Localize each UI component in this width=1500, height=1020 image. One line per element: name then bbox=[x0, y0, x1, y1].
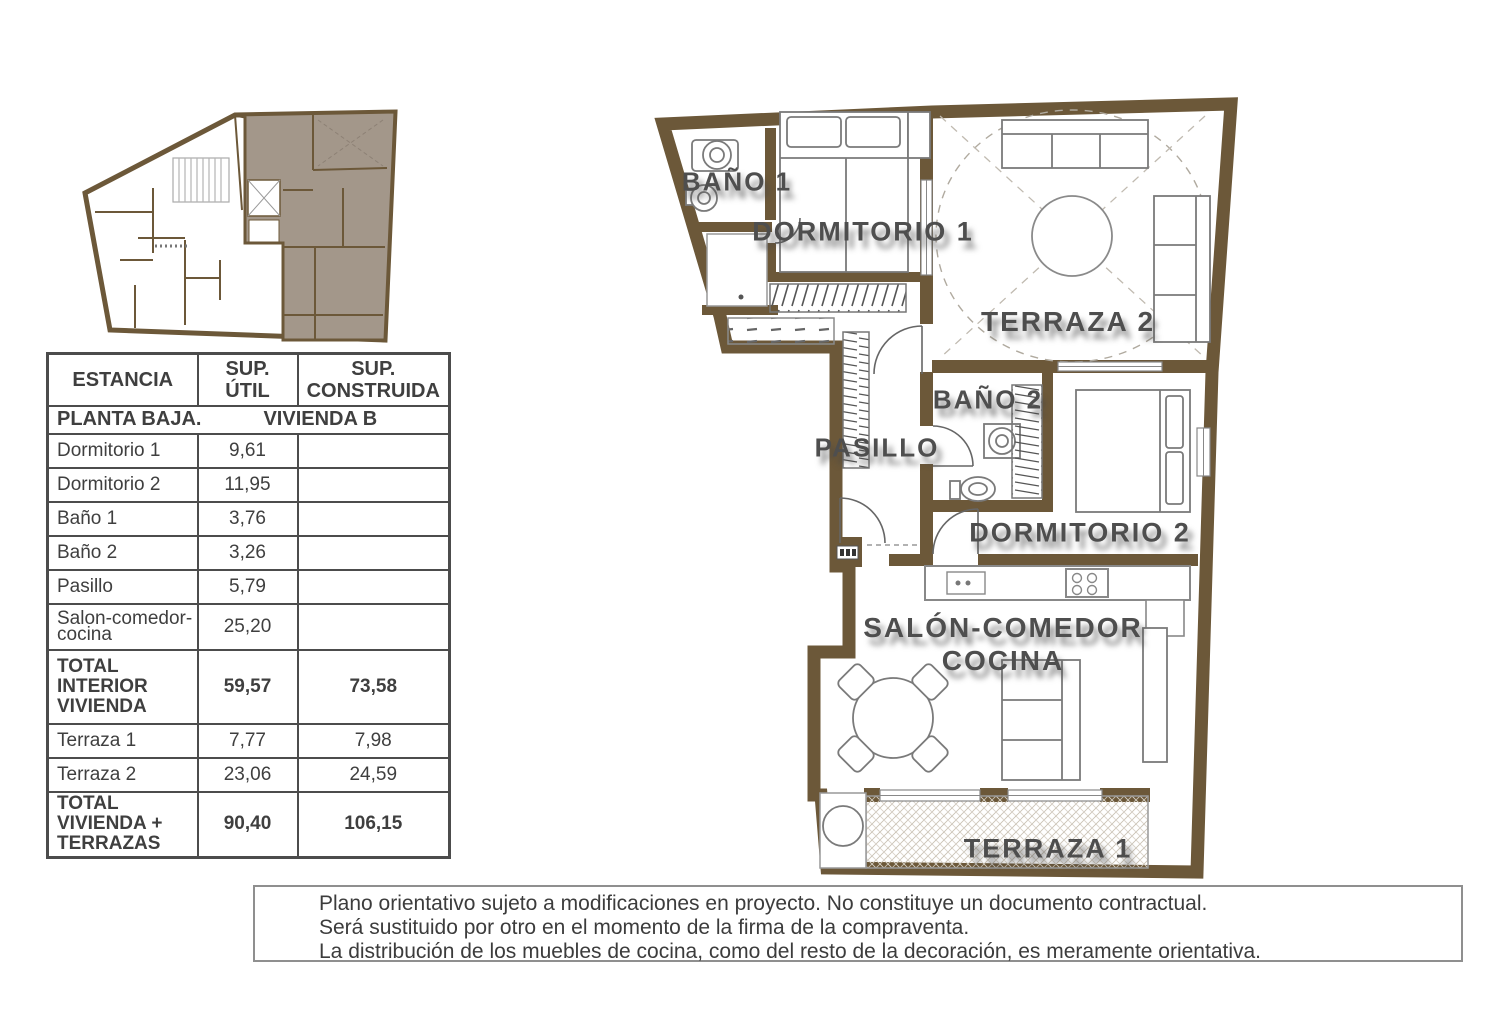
room-label-cocina: COCINA bbox=[941, 645, 1065, 676]
table-row bbox=[48, 758, 450, 792]
floor-plan-drawing bbox=[650, 95, 1250, 885]
row-util: 5,79 bbox=[198, 570, 298, 604]
table-row bbox=[48, 468, 450, 502]
row-name: Dormitorio 2 bbox=[48, 468, 198, 502]
table-header-row bbox=[48, 354, 450, 406]
wardrobe-icon bbox=[770, 284, 906, 312]
row-name: Baño 2 bbox=[48, 536, 198, 570]
row-util: 11,95 bbox=[198, 468, 298, 502]
room-label-pasillo: PASILLO bbox=[814, 432, 940, 463]
row-util: 59,57 bbox=[198, 650, 298, 724]
round-table-icon bbox=[1032, 196, 1112, 276]
bed2-icon bbox=[1076, 390, 1190, 512]
row-construida bbox=[298, 604, 450, 650]
row-name: Salon-comedor-cocina bbox=[48, 604, 198, 650]
room-label-dormitorio-2: DORMITORIO 2 bbox=[969, 517, 1191, 548]
row-name: TOTAL INTERIOR VIVIENDA bbox=[48, 650, 198, 724]
section-title: PLANTA BAJA. bbox=[57, 408, 202, 430]
row-construida: 73,58 bbox=[298, 650, 450, 724]
window-icon bbox=[1058, 362, 1162, 371]
stairwell-icon bbox=[248, 180, 280, 242]
row-construida: 24,59 bbox=[298, 758, 450, 792]
row-construida bbox=[298, 536, 450, 570]
bed1-icon bbox=[780, 112, 930, 272]
row-construida bbox=[298, 502, 450, 536]
table-row bbox=[48, 604, 450, 650]
stove-icon bbox=[1066, 569, 1108, 597]
row-util: 3,26 bbox=[198, 536, 298, 570]
row-name: Baño 1 bbox=[48, 502, 198, 536]
toilet-tank-icon bbox=[950, 481, 960, 499]
window-icon bbox=[1197, 428, 1210, 476]
room-label-terraza-2: TERRAZA 2 bbox=[980, 306, 1156, 337]
dining-table-icon bbox=[836, 662, 950, 774]
table-row bbox=[48, 724, 450, 758]
row-util: 23,06 bbox=[198, 758, 298, 792]
sofa-top-icon bbox=[1002, 120, 1148, 168]
washer-icon bbox=[823, 806, 863, 846]
building-overview-plan bbox=[75, 100, 415, 350]
bathroom2-fixtures bbox=[950, 424, 1020, 501]
floor-plan bbox=[650, 95, 1250, 885]
row-construida: 106,15 bbox=[298, 792, 450, 858]
room-label-salon-comedor: SALÓN-COMEDOR bbox=[863, 612, 1143, 643]
room-label-bano-2: BAÑO 2 bbox=[932, 384, 1044, 415]
row-util: 90,40 bbox=[198, 792, 298, 858]
sofa-right-icon bbox=[1154, 196, 1210, 342]
col-header-sup-construida: SUP. CONSTRUIDA bbox=[298, 354, 450, 406]
shelf-icon bbox=[728, 318, 834, 344]
entry-meter-box bbox=[837, 546, 858, 559]
col-header-estancia: ESTANCIA bbox=[48, 354, 198, 406]
door-dormitorio1 bbox=[874, 326, 922, 374]
row-construida bbox=[298, 570, 450, 604]
row-util: 25,20 bbox=[198, 604, 298, 650]
row-construida bbox=[298, 434, 450, 468]
table-row bbox=[48, 536, 450, 570]
row-construida bbox=[298, 468, 450, 502]
table-section-row bbox=[48, 406, 450, 434]
table-row-total-vivienda bbox=[48, 792, 450, 858]
row-name: Terraza 2 bbox=[48, 758, 198, 792]
table-row bbox=[48, 434, 450, 468]
section-subtitle: VIVIENDA B bbox=[263, 408, 378, 430]
row-construida: 7,98 bbox=[298, 724, 450, 758]
disclaimer-line: Será sustituido por otro en el momento de la firma de la compraventa. bbox=[319, 916, 970, 939]
door-entry bbox=[840, 498, 885, 543]
room-label-bano-1: BAÑO 1 bbox=[681, 166, 793, 197]
disclaimer-line: Plano orientativo sujeto a modificaciones en proyecto. No constituye un documento contractual. bbox=[319, 892, 1208, 915]
row-name: TOTAL VIVIENDA + TERRAZAS bbox=[48, 792, 198, 858]
col-header-sup-util: SUP. ÚTIL bbox=[198, 354, 298, 406]
disclaimer-line: La distribución de los muebles de cocina, como del resto de la decoración, es meramente orientativa. bbox=[319, 940, 1262, 963]
table-row-total-interior bbox=[48, 650, 450, 724]
room-label-terraza-1: TERRAZA 1 bbox=[963, 833, 1133, 864]
row-name: Terraza 1 bbox=[48, 724, 198, 758]
row-name: Pasillo bbox=[48, 570, 198, 604]
surface-area-table bbox=[46, 352, 451, 859]
row-name: Dormitorio 1 bbox=[48, 434, 198, 468]
nightstand-icon bbox=[908, 112, 930, 158]
row-util: 9,61 bbox=[198, 434, 298, 468]
bench-icon bbox=[1143, 628, 1167, 762]
table-row bbox=[48, 502, 450, 536]
table-row bbox=[48, 570, 450, 604]
row-util: 7,77 bbox=[198, 724, 298, 758]
disclaimer-box bbox=[253, 885, 1463, 962]
row-util: 3,76 bbox=[198, 502, 298, 536]
room-label-dormitorio-1: DORMITORIO 1 bbox=[752, 216, 974, 247]
